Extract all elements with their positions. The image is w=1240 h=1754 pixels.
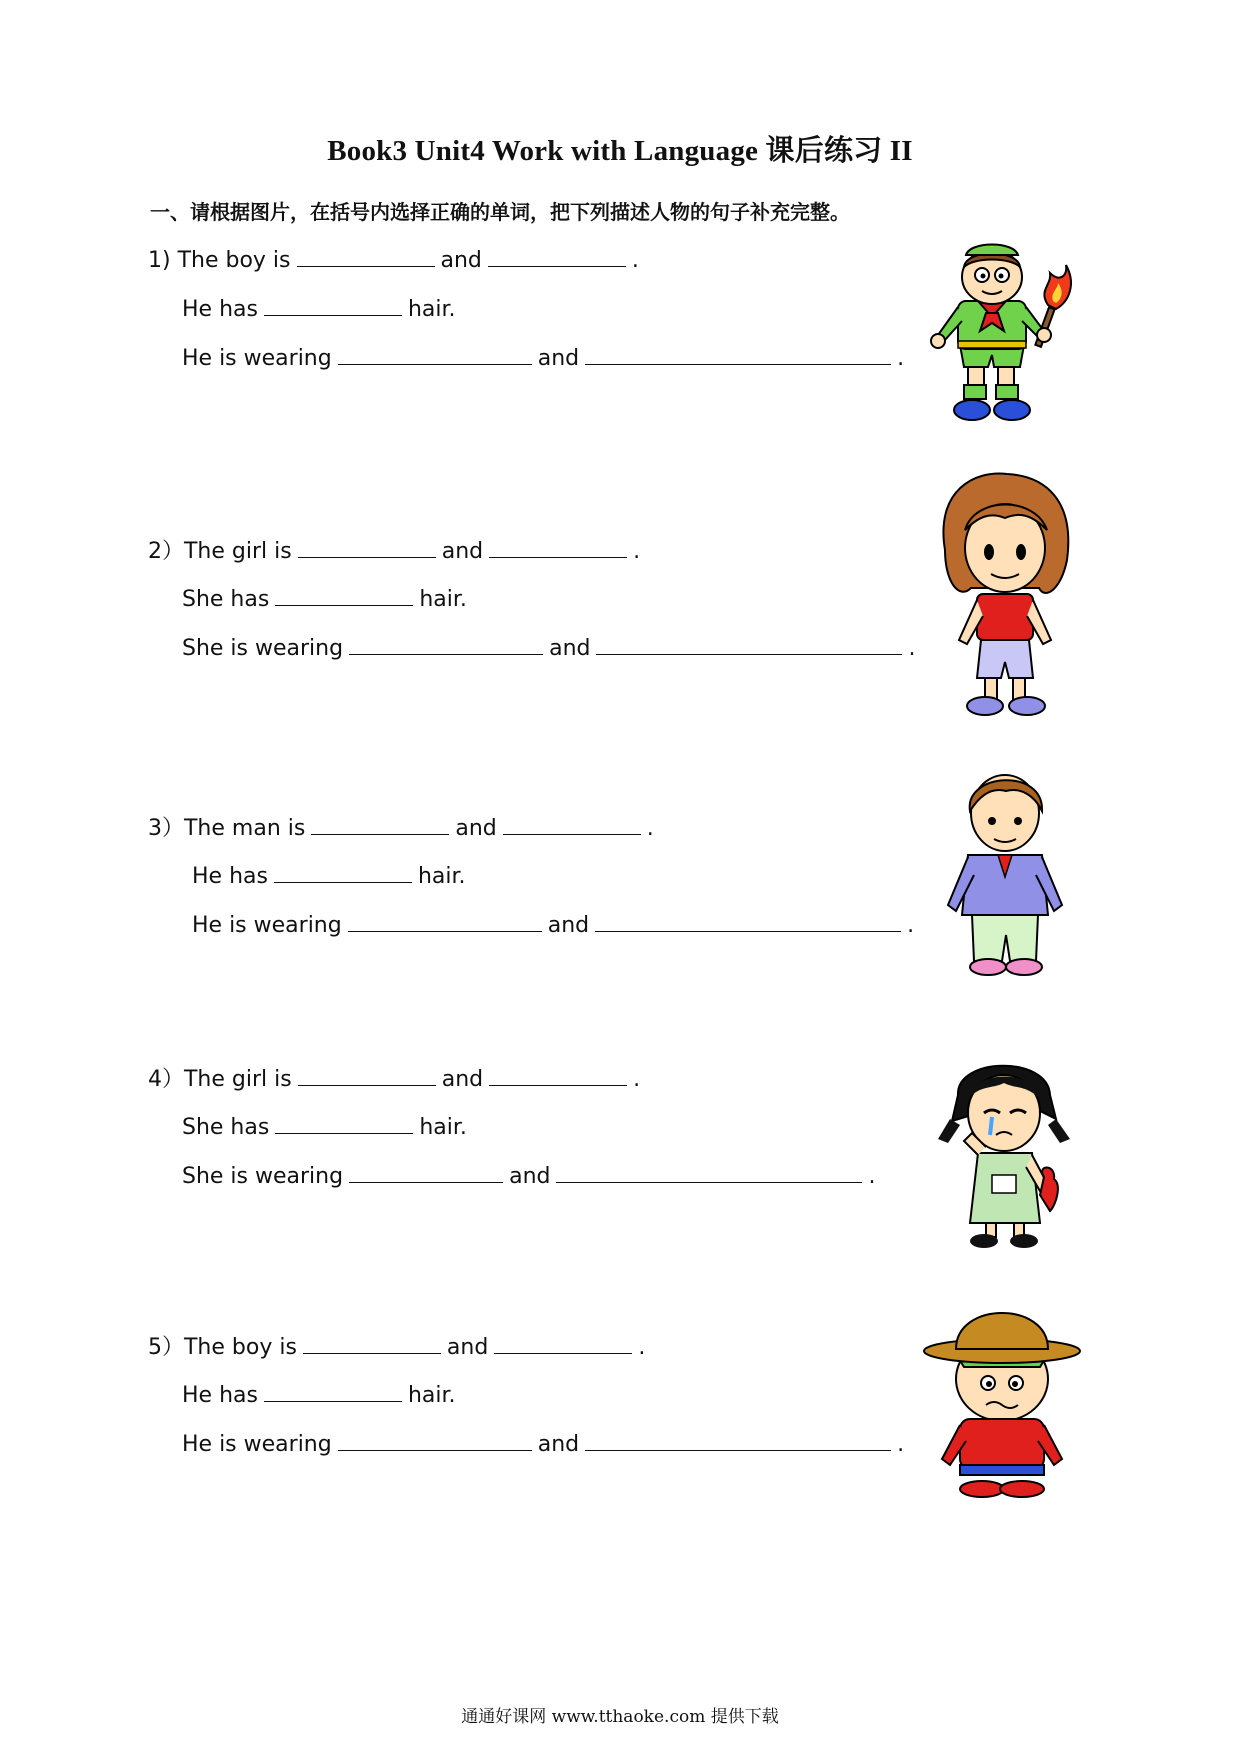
q2-line-1: 2）The girl is and .: [148, 534, 640, 565]
q4-line-1: 4）The girl is and .: [148, 1062, 640, 1093]
blank-field[interactable]: [489, 535, 627, 558]
blank-field[interactable]: [274, 860, 412, 883]
q2-line-3: She is wearing and .: [182, 632, 915, 661]
q2-line-2: She has hair.: [182, 583, 467, 612]
girl-red-shirt-icon: [935, 470, 1075, 725]
boy-scout-with-torch-icon: [920, 235, 1080, 435]
footer-text: 通通好课网 www.tthaoke.com 提供下载: [461, 1707, 779, 1727]
q1-line-2: He has hair.: [182, 293, 456, 322]
blank-field[interactable]: [311, 812, 449, 835]
q4-line-2: She has hair.: [182, 1111, 467, 1140]
blank-field[interactable]: [348, 909, 542, 932]
q3-line-2: He has hair.: [192, 860, 466, 889]
blank-field[interactable]: [338, 1428, 532, 1451]
blank-field[interactable]: [338, 342, 532, 365]
q5-line-2: He has hair.: [182, 1379, 456, 1408]
blank-field[interactable]: [264, 1379, 402, 1402]
q4-line-3: She is wearing and .: [182, 1160, 875, 1189]
blank-field[interactable]: [596, 632, 902, 655]
blank-field[interactable]: [595, 909, 901, 932]
blank-field[interactable]: [503, 812, 641, 835]
blank-field[interactable]: [489, 1063, 627, 1086]
blank-field[interactable]: [494, 1331, 632, 1354]
page-title: Book3 Unit4 Work with Language 课后练习 II: [327, 135, 913, 167]
blank-field[interactable]: [297, 244, 435, 267]
instruction-text: 一、请根据图片，在括号内选择正确的单词，把下列描述人物的句子补充完整。: [150, 200, 850, 224]
blank-field[interactable]: [264, 293, 402, 316]
blank-field[interactable]: [298, 1063, 436, 1086]
q1-line-1: 1) The boy is and .: [148, 244, 639, 273]
blank-field[interactable]: [349, 632, 543, 655]
blank-field[interactable]: [275, 583, 413, 606]
q5-line-3: He is wearing and .: [182, 1428, 904, 1457]
blank-field[interactable]: [556, 1160, 862, 1183]
q3-line-1: 3）The man is and .: [148, 811, 654, 842]
crying-girl-with-doll-icon: [938, 1055, 1078, 1250]
blank-field[interactable]: [585, 342, 891, 365]
blank-field[interactable]: [275, 1111, 413, 1134]
blank-field[interactable]: [349, 1160, 503, 1183]
boy-with-hat-icon: [920, 1295, 1085, 1500]
man-purple-jacket-icon: [940, 765, 1070, 985]
q1-line-3: He is wearing and .: [182, 342, 904, 371]
blank-field[interactable]: [303, 1331, 441, 1354]
blank-field[interactable]: [488, 244, 626, 267]
q3-line-3: He is wearing and .: [192, 909, 914, 938]
q5-line-1: 5）The boy is and .: [148, 1330, 645, 1361]
blank-field[interactable]: [298, 535, 436, 558]
blank-field[interactable]: [585, 1428, 891, 1451]
